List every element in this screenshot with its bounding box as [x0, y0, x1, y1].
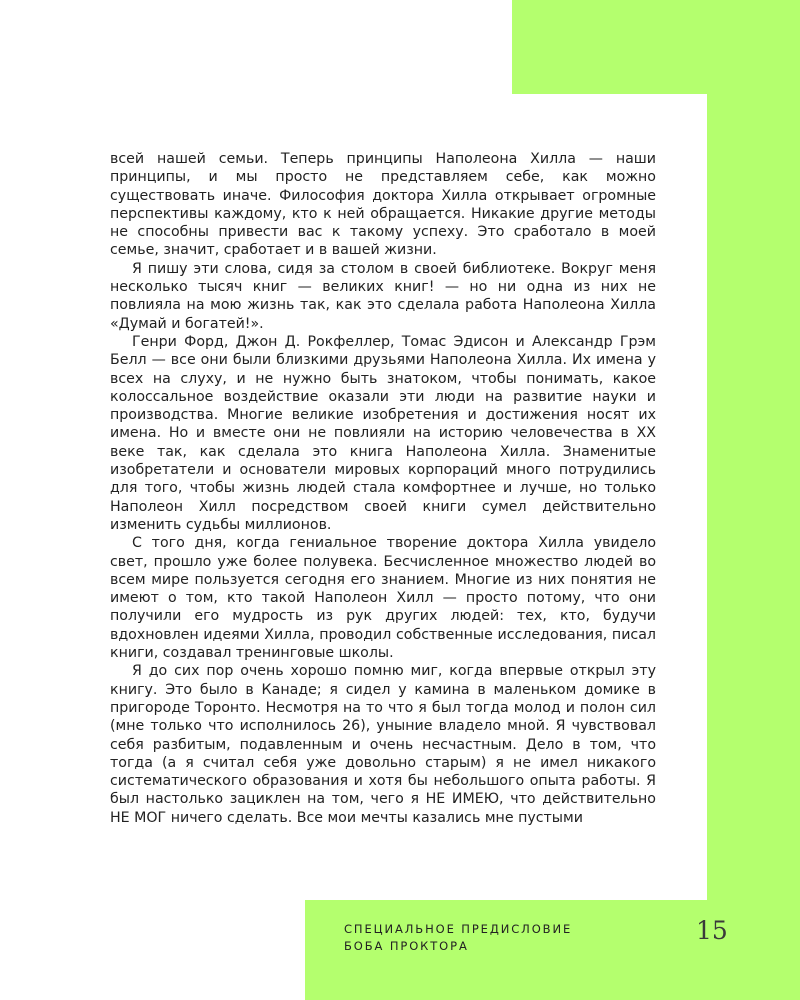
paragraph: Я пишу эти слова, сидя за столом в своей библиотеке. Вокруг меня несколько тысяч книг — великих книг! — но ни одна из них не повлияла на мою жизнь так, как это сделала работа Наполеона Хилла «Думай и богатей!». — [110, 260, 656, 332]
running-footer-section-title — [344, 921, 572, 955]
decorative-green-block-right — [707, 0, 800, 1000]
section-title-line: БОБА ПРОКТОРА — [344, 939, 469, 953]
section-title-line: СПЕЦИАЛЬНОЕ ПРЕДИСЛОВИЕ — [344, 922, 573, 936]
body-text — [110, 150, 656, 827]
paragraph: Генри Форд, Джон Д. Рокфеллер, Томас Эдисон и Александр Грэм Белл — все они были близкими друзьями Наполеона Хилла. Их имена у всех на слуху, и не нужно быть знатоком, чтобы понимать, какое колоссальное воздействие оказали эти люди на развитие науки и производства. Многие великие изобретения и достижения носят их имена. Но и вместе они не повлияли на историю человечества в XX веке так, как сделала это книга Наполеона Хилла. Знаменитые изобретатели и основатели мировых корпораций много потрудились для того, чтобы жизнь людей стала комфортнее и лучше, но только Наполеон Хилл посредством своей книги сумел действительно изменить судьбы миллионов. — [110, 333, 656, 533]
paragraph: С того дня, когда гениальное творение доктора Хилла увидело свет, прошло уже более полувека. Бесчисленное множество людей во всем мире пользуется сегодня его знанием. Многие из них понятия не имеют о том, кто такой Наполеон Хилл — просто потому, что они получили его мудрость из рук других людей: тех, кто, будучи вдохновлен идеями Хилла, проводил собственные исследования, писал книги, создавал тренинговые школы. — [110, 535, 656, 662]
page-number: 15 — [696, 916, 728, 945]
paragraph: всей нашей семьи. Теперь принципы Наполеона Хилла — наши принципы, и мы просто не представляем себе, как можно существовать иначе. Философия доктора Хилла открывает огромные перспективы каждому, кто к ней обращается. Никакие другие методы не способны привести вас к такому успеху. Это сработало в моей семье, значит, сработает и в вашей жизни. — [110, 151, 656, 259]
paragraph: Я до сих пор очень хорошо помню миг, когда впервые открыл эту книгу. Это было в Канаде; я сидел у камина в маленьком домике в пригороде Торонто. Несмотря на то что я был тогда молод и полон сил (мне только что исполнилось 26), уныние владело мной. Я чувствовал себя разбитым, подавленным и очень несчастным. Дело в том, что тогда (а я считал себя уже довольно старым) я не имел никакого систематического образования и хотя бы небольшого опыта работы. Я был настолько зациклен на том, чего я НЕ ИМЕЮ, что действительно НЕ МОГ ничего сделать. Все мои мечты казались мне пустыми — [110, 663, 656, 826]
